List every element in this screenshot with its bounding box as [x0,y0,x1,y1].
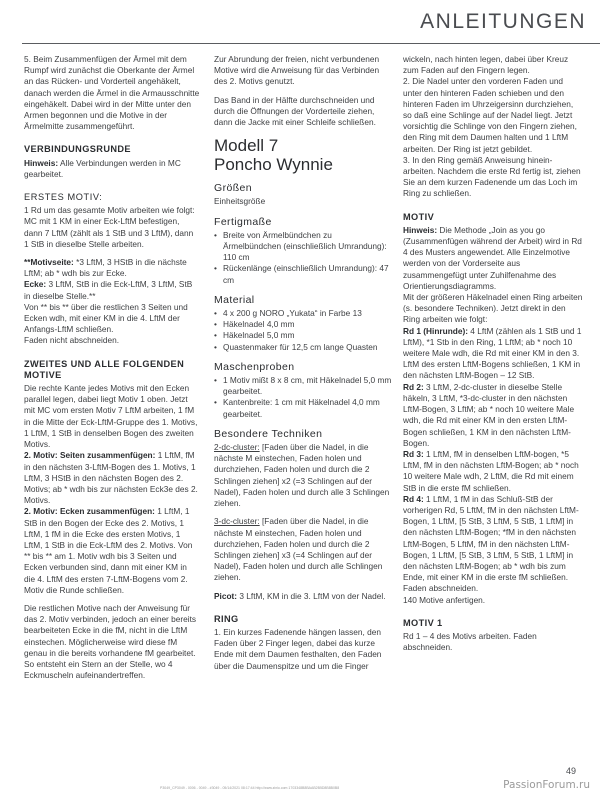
paragraph-motiv-1: Rd 1 – 4 des Motivs arbeiten. Faden abschneiden. [403,630,537,653]
paragraph-erstes-2: MC mit 1 KM in einer Eck-LftM befestigen, dann 7 LftM (zählt als 1 StB und 3 LftM), dann 1 StB in dieselbe Stelle arbeiten. [24,216,194,249]
text-rd2: 3 LftM, 2-dc-cluster in dieselbe Stelle häkeln, 3 LftM, *3-dc-cluster in den nächsten LftM-Bogen, 3 LftM; ab * noch 10 weitere Male wdh, die Rd mit einer KM in den ersten LftM-Bogen schließen, 1 KM in den nächsten LftM-Bogen. [403,381,575,448]
list-item: • Häkelnadel 5,0 mm [214,330,392,341]
text-motiv-hinweis: Die Methode „Join as you go (Zusammenfügen während der Arbeit) wird in Rd 4 des Musters angewendet. Alle Einzelmotive werden von der Vorderseite aus zusammengefügt unter Zuhilfenahme des Orientierungsdiagramms. [403,224,582,291]
heading-motiv-1: MOTIV 1 [403,617,443,628]
column-3 [403,54,583,660]
paragraph-ring-3: 3. In den Ring gemäß Anweisung hinein-arbeiten. Nachdem die erste Rd fertig ist, ziehen Sie an dem kurzen Fadenende um das Loch im Ring zu schließen. [403,154,581,199]
header-rule [22,43,600,44]
label-rd4: Rd 4: [403,493,424,504]
text-3dc: [Faden über die Nadel, in die nächste M einstechen, Faden holen und durchziehen, Faden holen und durch die 2 Schlingen ziehen] x3 (=4 Schlingen auf der Nadel), Faden holen und durch alle Schlingen ziehen. [214,516,383,583]
label-ecken: 2. Motiv: Ecken zusammenfügen: [24,506,155,517]
list-item: • Quastenmaker für 12,5 cm lange Quasten [214,342,392,353]
label-hinweis: Hinweis: [24,157,59,168]
paragraph-picot [214,591,392,602]
list-fertigmasse [214,230,392,286]
paragraph-seiten [24,450,200,506]
paragraph-faden-nicht: Faden nicht abschneiden. [24,335,120,346]
text-rd1: 4 LftM (zählen als 1 StB und 1 LftM), *1 Stb in den Ring, 1 LftM; ab * noch 10 weitere Male wdh, die Rd mit einer KM in den 3. LftM des ersten LftM-Bogens schließen, 1 KM in den nächsten LftM-Bogen – 12 StB. [403,325,582,381]
label-rd1: Rd 1 (Hinrunde): [403,325,468,336]
page-header [0,0,600,46]
model-title [214,136,392,174]
paragraph-restliche-motive: Die restlichen Motive nach der Anweisung für das 2. Motiv verbinden, jedoch an einer bereits bearbeiteten Ecke in die fM, nicht in die LftM einstechen. Möglicherweise wird diese fM genau in die bereits vorhandene fM gearbeitet. So entsteht ein Stern an der Stelle, wo 4 Eckmuscheln aufeinandertreffen. [24,602,197,681]
heading-verbindungsrunde: VERBINDUNGSRUNDE [24,144,131,155]
label-rd3: Rd 3: [403,448,424,459]
label-picot: Picot: [214,590,238,601]
heading-maschenproben: Maschenproben [214,360,295,373]
list-item: • Kantenbreite: 1 cm mit Häkelnadel 4,0 mm gearbeitet. [214,397,392,419]
heading-ring: RING [214,613,239,624]
section-title: ANLEITUNGEN [420,10,586,33]
list-item: • Breite von Ärmelbündchen zu Ärmelbündchen (einschließlich Umrandung): 110 cm [214,230,392,264]
paragraph-motiv-2: Mit der größeren Häkelnadel einen Ring arbeiten (s. besondere Techniken). Jetzt direkt in den Ring arbeiten wie folgt: [403,292,583,325]
text-2dc: [Faden über die Nadel, in die nächste M einstechen, Faden holen und durchziehen, Faden holen und durch die 2 Schlingen ziehen] x2 (=3 Schlingen auf der Nadel), Faden holen und durch alle 3 Schlingen ziehen. [214,442,390,509]
paragraph-abrundung: Zur Abrundung der freien, nicht verbundenen Motive wird die Anweisung für das Verbinden des 2. Motivs genutzt. [214,54,380,87]
paragraph-ecke [24,279,200,301]
model-number: Modell 7 [214,136,279,156]
list-item: • Rückenlänge (einschließlich Umrandung): 47 cm [214,263,392,285]
text-motivseite: *3 LftM, 3 HStB in die nächste LftM; ab * wdh bis zur Ecke. [24,257,187,279]
paragraph-rd3 [403,449,583,494]
paragraph-3dc [214,516,392,583]
column-2 [214,54,392,679]
paragraph-rd4 [403,494,583,584]
heading-fertigmasse: Fertigmaße [214,215,272,228]
paragraph-ecken [24,506,200,596]
paragraph-erstes-1: 1 Rd um das gesamte Motiv arbeiten wie folgt: [24,205,195,216]
list-maschenproben [214,375,392,420]
text-ecken: 1 LftM, 1 StB in den Bogen der Ecke des 2. Motivs, 1 LftM, 1 fM in die Ecke des ersten Motivs, 1 LftM, 1 StB in die Eck-LftM des 2. Motivs. Von ** bis ** am 1. Motiv wdh bis 3 Seiten und Ecken verbunden sind, dann mit einer KM in die 4. LftM des ersten 7-LftM-Bogens vom 2. Motiv die Runde schließen. [24,506,193,595]
text-groessen: Einheitsgröße [214,196,266,207]
label-seiten: 2. Motiv: Seiten zusammenfügen: [24,450,156,461]
watermark: PassionForum.ru [503,779,590,791]
paragraph-anzahl: 140 Motive anfertigen. [403,594,486,605]
paragraph-assembly: 5. Beim Zusammenfügen der Ärmel mit dem Rumpf wird zunächst die Oberkante der Ärmel an das Rücken- und Vorderteil angehäkelt, danach werden die Ärmel in die Armausschnitte eingehäkelt. Dabei wird in der Mitte unter den Armen begonnen und die Motive in der Ärmelmitte zusammengeführt. [24,54,200,132]
label-rd2: Rd 2: [403,381,424,392]
list-item: • 4 x 200 g NORO „Yukata“ in Farbe 13 [214,308,392,319]
model-name: Poncho Wynnie [214,155,333,175]
heading-erstes-motiv: ERSTES MOTIV: [24,192,103,203]
paragraph-rd2 [403,382,583,449]
list-material [214,308,392,353]
paragraph-ring: 1. Ein kurzes Fadenende hängen lassen, den Faden über 2 Finger legen, dabei das kurze Ende mit dem Daumen festhalten, den Faden über die Daumenspitze und um die Finger [214,626,382,671]
paragraph-verbindung-hinweis [24,158,200,180]
page-number: 49 [565,766,576,776]
label-3dc: 3-dc-cluster: [214,516,260,527]
paragraph-rd1 [403,326,583,382]
text-rd4: 1 LftM, 1 fM in das Schluß-StB der vorherigen Rd, 5 LftM, fM in den nächsten LftM-Bogen, 1 LftM, [5 StB, 3 LftM, 5 StB, 1 LftM] in den nächsten LftM-Bogen; *fM in den nächsten LftM-Bogen, 5 LftM, fM in den nächsten LftM-Bogen, 1 LftM, [5 StB, 3 LftM, 5 StB, 1 LftM] in den nächsten LftM-Bogen; ab * wdh bis zum Ende, mit einer KM in die erste fM schließen. [403,493,579,583]
paragraph-wickeln: wickeln, nach hinten legen, dabei über Kreuz zum Faden auf den Fingern legen. [403,54,569,76]
paragraph-motivseite [24,257,200,279]
text-ecke: 3 LftM, StB in die Eck-LftM, 3 LftM, StB in dieselbe Stelle.** [24,279,193,301]
paragraph-von-bis: Von ** bis ** über die restlichen 3 Seiten und Ecken wdh, mit einer KM in die 4. LftM der Anfangs-LftM schließen. [24,301,188,335]
print-info: P3049_CP3049 - 0006 - 0049 - #3049 - 05/14/2021 08:17:44 http://www.zinio.com 1703348B8BAAB2B5D8B8B0B8 [160,786,340,790]
paragraph-zweites-1: Die rechte Kante jedes Motivs mit den Ecken parallel legen, dabei liegt Motiv 1 oben. Jetzt mit MC vom ersten Motiv 7 LftM arbeiten, 1 fM in die Mitte der Eck-LftM-Gruppe des 1. Motivs, 1 LftM, 1 StB in denselben Bogen des zweiten Motivs. [24,383,198,450]
paragraph-ring-2: 2. Die Nadel unter den vorderen Faden und unter den hinteren Faden schieben und den hinteren Faden im Uhrzeigersinn durchziehen, so daß eine Schlinge auf der Nadel liegt. Jetzt vorsichtig die Schlinge von den Fingern ziehen, den Ring mit dem Daumen halten und 1 LftM arbeiten. Der Ring ist jetzt gebildet. [403,76,577,154]
label-motiv-hinweis: Hinweis: [403,224,438,235]
heading-zweites-motiv: ZWEITES UND ALLE FOLGENDEN MOTIVE [24,358,185,380]
text-hinweis: Alle Verbindungen werden in MC gearbeitet. [24,157,181,179]
label-2dc: 2-dc-cluster: [214,442,260,453]
column-1 [24,54,200,688]
paragraph-2dc [214,442,392,509]
paragraph-faden-ab: Faden abschneiden. [403,583,479,594]
list-item: • Häkelnadel 4,0 mm [214,319,392,330]
text-rd3: 1 LftM, fM in denselben LftM-bogen, *5 LftM, fM in den nächsten LftM-Bogen; ab * noch 10 weitere Male wdh, 2 LftM, die Rd mit einem StB in die erste fM schließen. [403,448,579,493]
heading-groessen: Größen [214,182,252,195]
heading-besondere-techniken: Besondere Techniken [214,427,323,440]
list-item: • 1 Motiv mißt 8 x 8 cm, mit Häkelnadel 5,0 mm gearbeitet. [214,375,392,397]
heading-motiv: MOTIV [403,211,435,222]
paragraph-motiv-hinweis [403,225,583,292]
paragraph-band: Das Band in der Hälfte durchschneiden und durch die Öffnungen der Vorderteile ziehen, dann die Jacke mit einer Schleife schließen. [214,94,376,128]
text-picot: 3 LftM, KM in die 3. LftM von der Nadel. [237,590,386,601]
label-ecke: Ecke: [24,279,47,290]
label-motivseite: **Motivseite: [24,257,74,268]
heading-material: Material [214,293,255,306]
text-seiten: 1 LftM, fM in den nächsten 3-LftM-Bogen des 1. Motivs, 1 LftM, 3 HStB in den nächsten Bogen des 2. Motivs; ab * wdh bis zur nächsten Eck3e des 2. Motivs. [24,450,198,506]
